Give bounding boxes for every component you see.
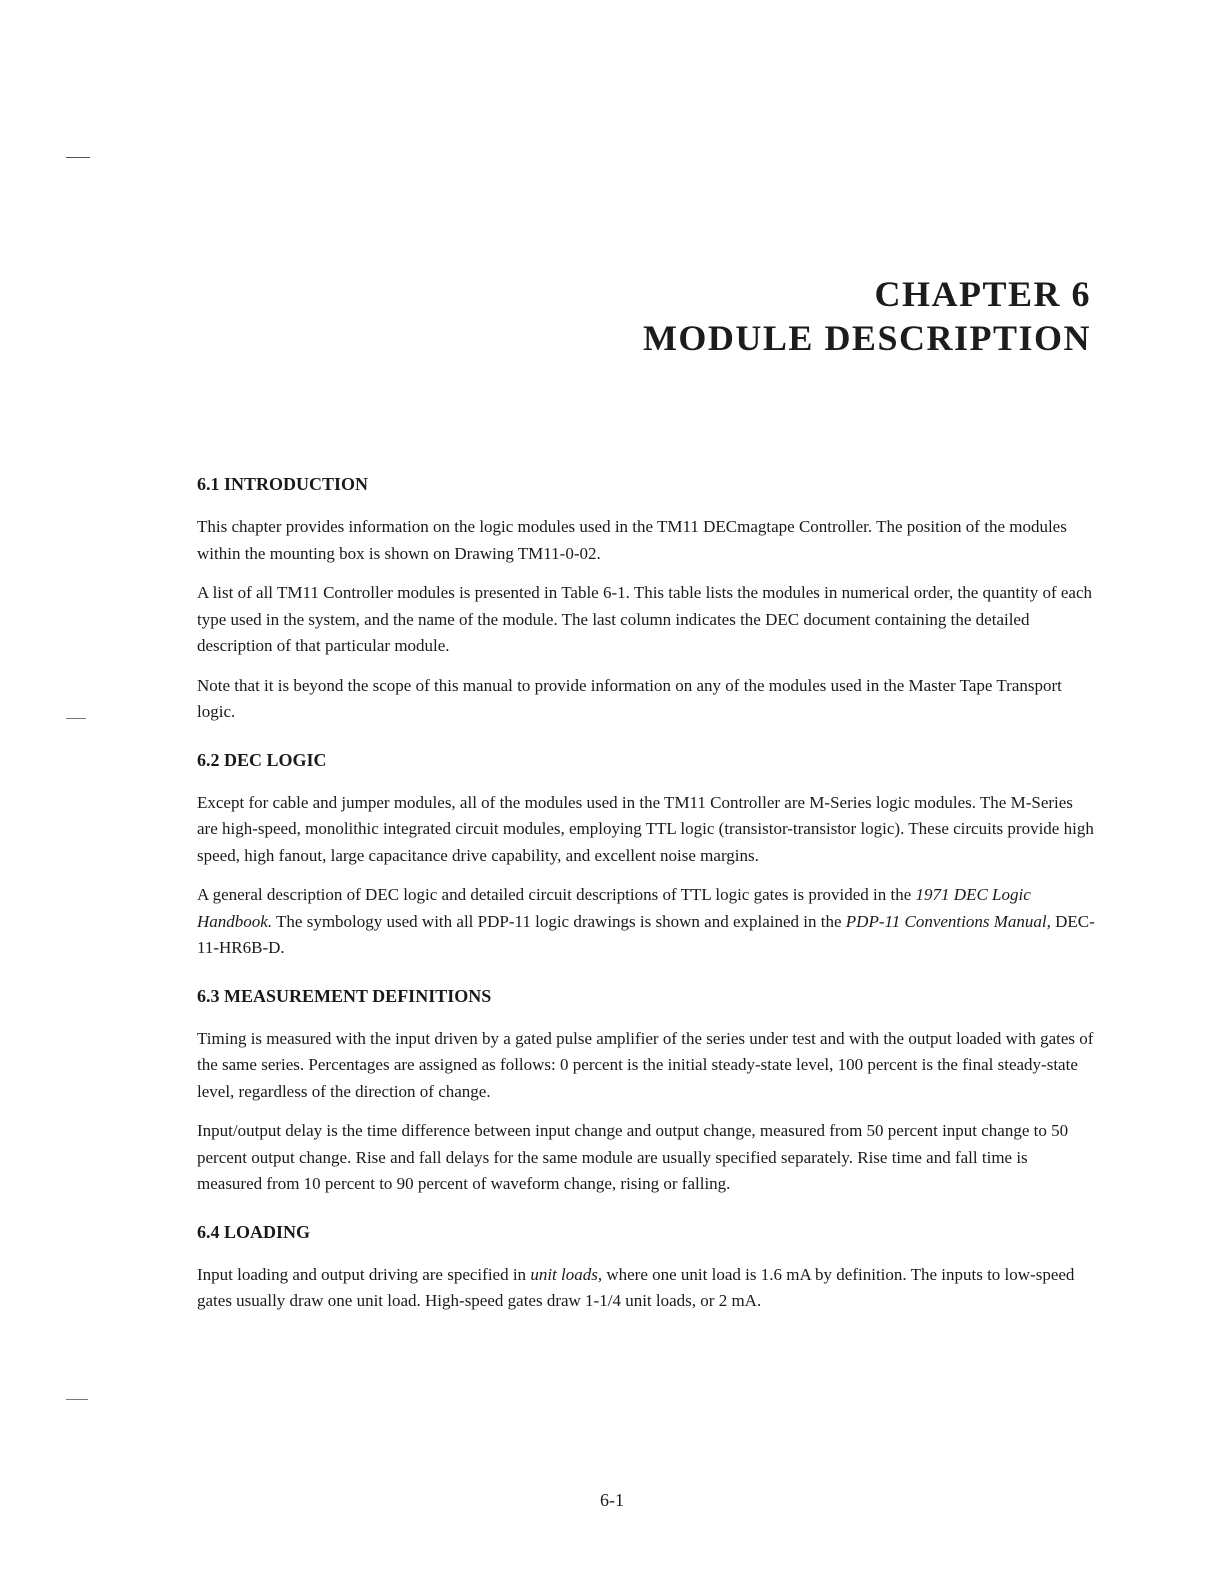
- intro-paragraph-1: This chapter provides information on the logic modules used in the TM11 DECmagtape Controller. The position of the modules within the mounting box is shown on Drawing TM11-0-02.: [197, 517, 1067, 563]
- unit-loads-term: unit loads,: [530, 1264, 603, 1284]
- scan-mark: [66, 1399, 88, 1400]
- section-heading-introduction: 6.1 INTRODUCTION: [197, 474, 369, 494]
- handbook-title: 1971 DEC Logic Handbook.: [197, 885, 1031, 931]
- document-body: [197, 472, 1097, 1315]
- page-number: 6-1: [600, 1490, 624, 1510]
- chapter-heading: [643, 272, 1091, 360]
- text-run: where one unit load is 1.6 mA by definition. The inputs to low-speed gates usually draw one unit load. High-speed gates draw 1-1/4 unit loads, or 2 mA.: [197, 1264, 1075, 1310]
- chapter-number: CHAPTER 6: [874, 274, 1091, 314]
- loading-paragraph-1: [197, 1262, 1097, 1315]
- text-run: Input loading and output driving are specified in: [197, 1264, 531, 1284]
- dec-logic-paragraph-2: [197, 882, 1097, 962]
- section-heading-dec-logic: 6.2 DEC LOGIC: [197, 749, 327, 770]
- intro-paragraph-3: Note that it is beyond the scope of this manual to provide information on any of the modules used in the Master Tape Transport logic.: [197, 675, 1062, 721]
- intro-paragraph-2: A list of all TM11 Controller modules is presented in Table 6-1. This table lists the modules in numerical order, the quantity of each type used in the system, and the name of the module. The last column indicates the DEC document containing the detailed description of that particular module.: [197, 583, 1093, 655]
- measurement-paragraph-1: Timing is measured with the input driven by a gated pulse amplifier of the series under test and with the output loaded with gates of the same series. Percentages are assigned as follows: 0 percent is the initial steady-state level, 100 percent is the final steady-state level, regardless of the direction of change.: [197, 1028, 1094, 1101]
- section-heading-loading: 6.4 LOADING: [197, 1221, 311, 1242]
- text-run: DEC-11-HR6B-D.: [197, 911, 1095, 957]
- dec-logic-paragraph-1: Except for cable and jumper modules, all of the modules used in the TM11 Controller are M-Series logic modules. The M-Series are high-speed, monolithic integrated circuit modules, employing TTL logic (transistor-transistor logic). These circuits provide high speed, high fanout, large capacitance drive capability, and excellent noise margins.: [197, 792, 1094, 865]
- scan-mark: [66, 157, 90, 158]
- manual-title: PDP-11 Conventions Manual,: [845, 911, 1051, 931]
- scan-mark: [66, 718, 86, 719]
- text-run: The symbology used with all PDP-11 logic drawings is shown and explained in the: [272, 911, 846, 931]
- text-run: A general description of DEC logic and detailed circuit descriptions of TTL logic gates is provided in the: [197, 885, 916, 904]
- measurement-paragraph-2: Input/output delay is the time difference between input change and output change, measured from 50 percent input change to 50 percent output change. Rise and fall delays for the same module are usually specified separately. Rise time and fall time is measured from 10 percent to 90 percent of waveform change, rising or falling.: [197, 1121, 1069, 1193]
- chapter-title: MODULE DESCRIPTION: [642, 318, 1091, 358]
- section-heading-measurement-definitions: 6.3 MEASUREMENT DEFINITIONS: [197, 985, 492, 1006]
